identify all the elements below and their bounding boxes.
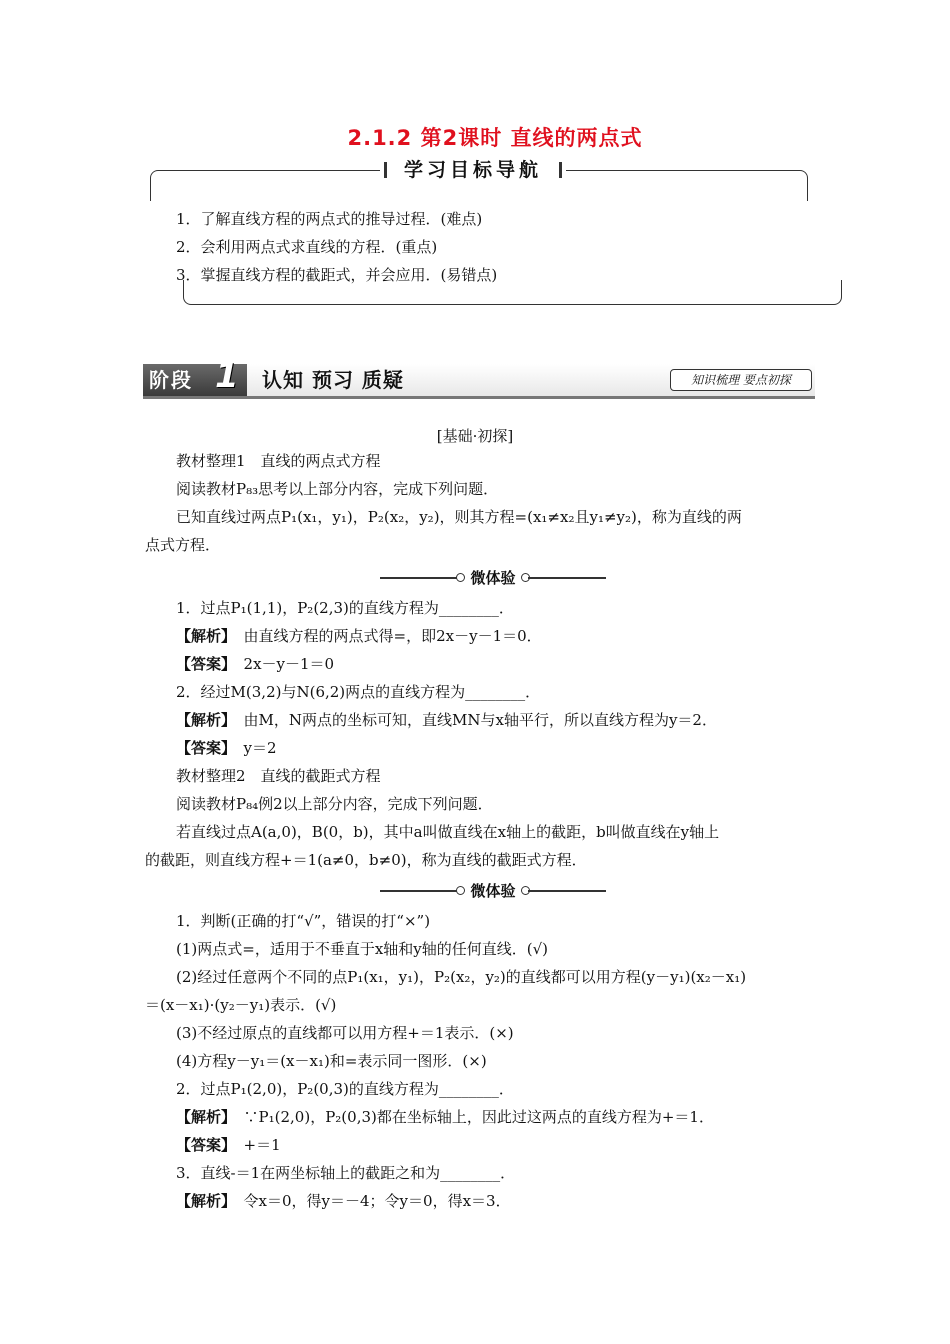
exp2-q2-answer: 【答案】 +＝1 bbox=[176, 1136, 281, 1154]
page-title: 2.1.2 第2课时 直线的两点式 bbox=[347, 126, 643, 150]
block1-body-1: 已知直线过两点P₁(x₁，y₁)，P₂(x₂，y₂)，则其方程=(x₁≠x₂且y₁≠y₂)，称为直线的两 bbox=[176, 508, 742, 526]
section-tag: [基础·初探] bbox=[436, 427, 514, 445]
block1-read: 阅读教材P₈₃思考以上部分内容，完成下列问题． bbox=[176, 480, 499, 498]
goals-heading: 学习目标导航 bbox=[380, 156, 566, 184]
exp2-q2: 2．过点P₁(2,0)，P₂(0,3)的直线方程为________． bbox=[176, 1080, 514, 1098]
stage-label-block bbox=[143, 356, 247, 396]
exp1-q2-analysis: 【解析】 由M，N两点的坐标可知，直线MN与x轴平行，所以直线方程为y＝2． bbox=[176, 711, 717, 729]
rule-right bbox=[528, 577, 606, 579]
exp2-s3: (3)不经过原点的直线都可以用方程+＝1表示．(×) bbox=[176, 1024, 514, 1042]
mini-heading-2 bbox=[380, 879, 606, 903]
block1-heading: 教材整理1 直线的两点式方程 bbox=[176, 452, 381, 470]
block1-body-2: 点式方程． bbox=[145, 536, 221, 554]
rule-left bbox=[380, 577, 458, 579]
mini-heading-text: 微体验 bbox=[470, 569, 516, 587]
stage-label: 阶段 bbox=[149, 368, 193, 392]
block2-read: 阅读教材P₈₄例2以上部分内容，完成下列问题． bbox=[176, 795, 493, 813]
block2-heading: 教材整理2 直线的截距式方程 bbox=[176, 767, 381, 785]
block2-body-2: 的截距，则直线方程+＝1(a≠0，b≠0)，称为直线的截距式方程． bbox=[145, 851, 587, 869]
exp1-q1-analysis: 【解析】 由直线方程的两点式得=，即2x－y－1＝0． bbox=[176, 627, 542, 645]
exp2-s2b: ＝(x－x₁)·(y₂－y₁)表示．(√) bbox=[145, 996, 337, 1014]
exp2-s2a: (2)经过任意两个不同的点P₁(x₁，y₁)，P₂(x₂，y₂)的直线都可以用方程(y－y₁)(x₂－x₁) bbox=[176, 968, 747, 986]
exp2-s4: (4)方程y－y₁＝(x－x₁)和=表示同一图形．(×) bbox=[176, 1052, 487, 1070]
block2-body-1: 若直线过点A(a,0)，B(0，b)，其中a叫做直线在x轴上的截距，b叫做直线在y轴上 bbox=[176, 823, 720, 841]
goal-item-2: 2．会利用两点式求直线的方程．(重点) bbox=[176, 238, 438, 256]
goals-box-bottom bbox=[183, 280, 842, 305]
exp2-q3: 3．直线-＝1在两坐标轴上的截距之和为________． bbox=[176, 1164, 516, 1182]
mini-heading-text: 微体验 bbox=[470, 882, 516, 900]
stage-title: 认知 预习 质疑 bbox=[262, 368, 404, 392]
mini-heading-1 bbox=[380, 566, 606, 590]
exp2-q2-analysis: 【解析】 ∵P₁(2,0)，P₂(0,3)都在坐标轴上，因此过这两点的直线方程为+＝1． bbox=[176, 1108, 714, 1126]
stage-tag: 知识梳理 要点初探 bbox=[670, 369, 812, 391]
exp1-q1: 1．过点P₁(1,1)，P₂(2,3)的直线方程为________． bbox=[176, 599, 514, 617]
rule-dot-left bbox=[456, 573, 465, 582]
exp2-q3-analysis: 【解析】 令x＝0，得y＝－4；令y＝0，得x＝3． bbox=[176, 1192, 511, 1210]
goal-item-1: 1．了解直线方程的两点式的推导过程．(难点) bbox=[176, 210, 483, 228]
exp2-q1: 1．判断(正确的打“√”，错误的打“×”) bbox=[176, 912, 431, 930]
stage-number: 1 bbox=[215, 356, 239, 396]
exp1-q1-answer: 【答案】 2x－y－1＝0 bbox=[176, 655, 335, 673]
exp1-q2: 2．经过M(3,2)与N(6,2)两点的直线方程为________． bbox=[176, 683, 541, 701]
rule-right bbox=[528, 890, 606, 892]
goal-item-3: 3．掌握直线方程的截距式，并会应用．(易错点) bbox=[176, 266, 498, 284]
exp1-q2-answer: 【答案】 y＝2 bbox=[176, 739, 277, 757]
exp2-s1: (1)两点式=，适用于不垂直于x轴和y轴的任何直线．(√) bbox=[176, 940, 549, 958]
rule-dot-left bbox=[456, 886, 465, 895]
rule-left bbox=[380, 890, 458, 892]
